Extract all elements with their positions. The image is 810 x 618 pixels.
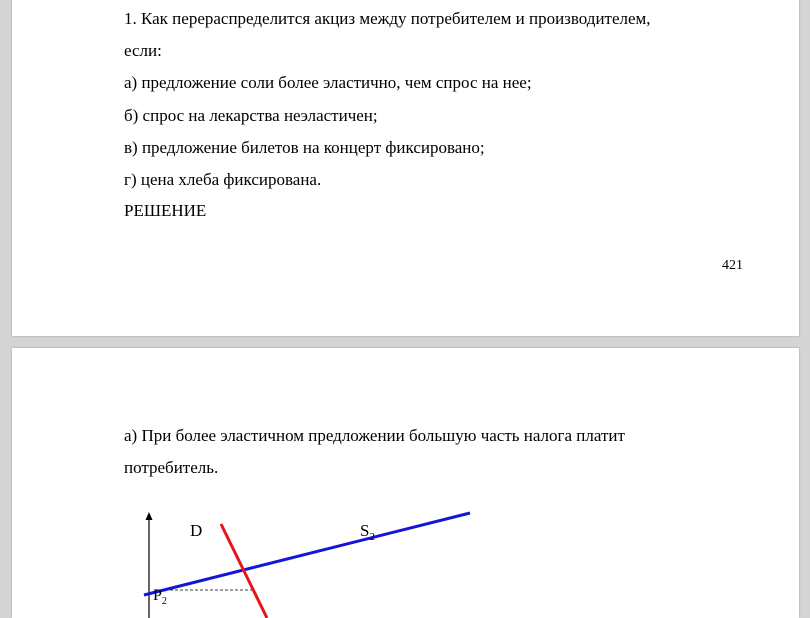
question-text-continued: если:: [124, 41, 162, 60]
demand-label: D: [190, 521, 203, 540]
page-number: 421: [722, 258, 743, 273]
document-page-421: [12, 0, 799, 336]
option-d: г) цена хлеба фиксирована.: [124, 170, 322, 189]
option-a: а) предложение соли более эластично, чем спрос на нее;: [124, 73, 532, 92]
document-page-422: [12, 348, 799, 618]
question-text: 1. Как перераспределится акциз между потребителем и производителем,: [124, 9, 651, 28]
answer-text-line1: а) При более эластичном предложении большую часть налога платит: [124, 426, 625, 445]
price-p2-label: $P_2$: [153, 587, 167, 607]
option-b: б) спрос на лекарства неэластичен;: [124, 106, 378, 125]
solution-heading: РЕШЕНИЕ: [124, 201, 207, 220]
price-axis-arrow: [146, 512, 153, 520]
answer-text-line2: потребитель.: [124, 458, 219, 477]
supply-label: $S_2$: [360, 521, 375, 543]
supply-demand-graph: [12, 348, 799, 618]
option-c: в) предложение билетов на концерт фиксировано;: [124, 138, 485, 157]
demand-curve-d: [221, 524, 267, 618]
